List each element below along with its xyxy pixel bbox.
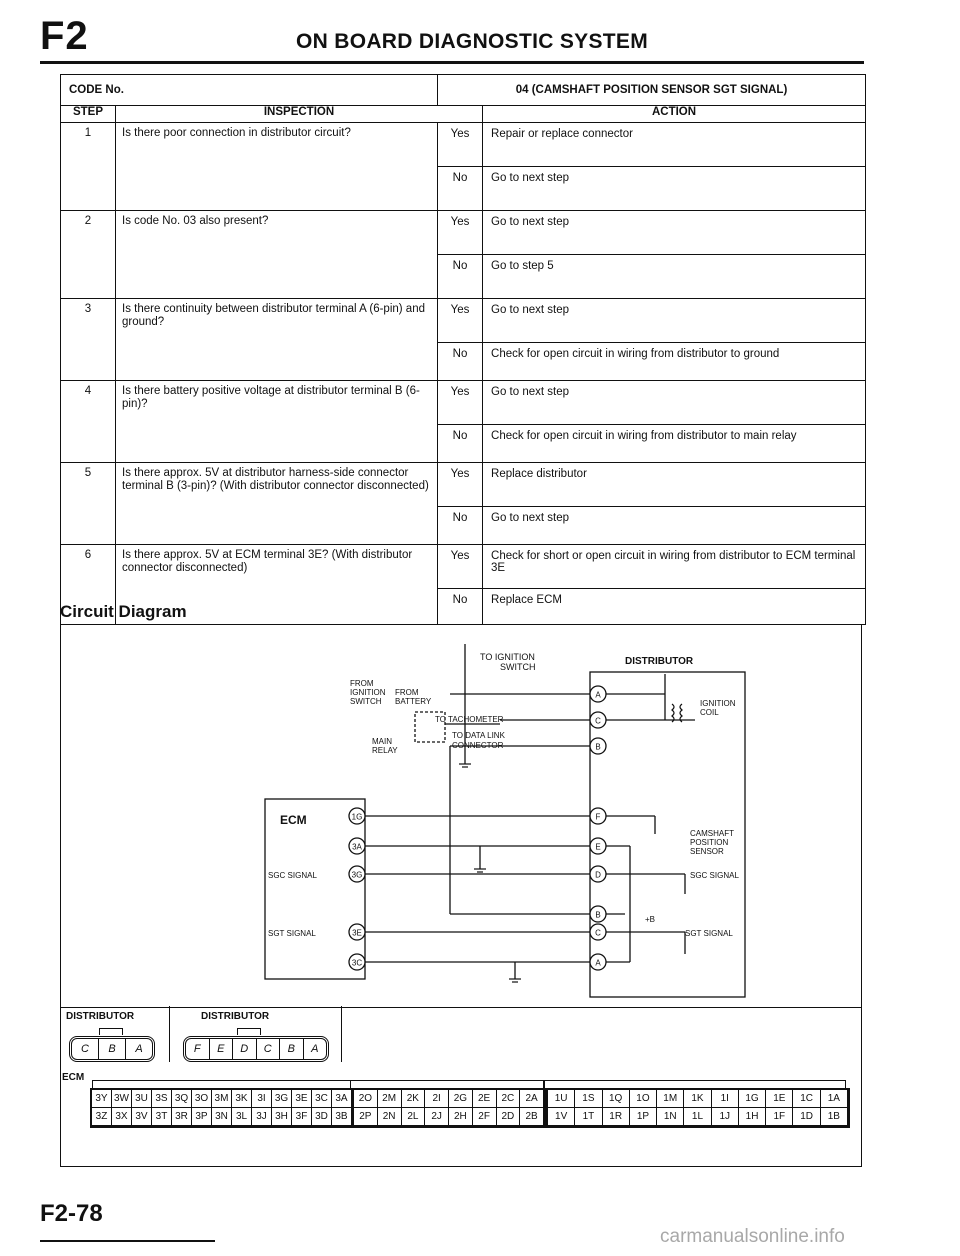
no-cell: No bbox=[438, 425, 483, 463]
circuit-heading: Circuit Diagram bbox=[60, 602, 187, 621]
step-row bbox=[61, 299, 866, 343]
dist6-connector-box bbox=[171, 1006, 342, 1062]
step-row bbox=[61, 545, 866, 589]
ecm-pin: 1U bbox=[548, 1090, 575, 1108]
yes-cell: Yes bbox=[438, 299, 483, 343]
ecm-pin: 3L bbox=[232, 1108, 252, 1126]
yes-action: Go to next step bbox=[483, 211, 866, 255]
connector-pin: B bbox=[99, 1039, 126, 1059]
ecm-pin: 1N bbox=[657, 1108, 684, 1126]
ecm-pin: 3R bbox=[172, 1108, 192, 1126]
yes-cell: Yes bbox=[438, 463, 483, 507]
step-row bbox=[61, 463, 866, 507]
ecm-pin: 2E bbox=[473, 1090, 497, 1108]
no-cell: No bbox=[438, 255, 483, 299]
ecm-pin: 3W bbox=[112, 1090, 132, 1108]
to-ignition-switch-label-2: SWITCH bbox=[500, 662, 536, 672]
ecm-pin: 3E bbox=[292, 1090, 312, 1108]
ecm-pin: 3K bbox=[232, 1090, 252, 1108]
ecm-terminal: 3E bbox=[352, 928, 362, 938]
steps-body bbox=[61, 123, 866, 625]
distributor-terminal: A bbox=[595, 690, 601, 700]
main-relay-label-2: RELAY bbox=[372, 746, 398, 755]
ecm-block-3 bbox=[90, 1088, 354, 1128]
step-row bbox=[61, 123, 866, 167]
no-cell: No bbox=[438, 589, 483, 625]
distributor-terminal-group bbox=[590, 686, 606, 970]
connector-pin: B bbox=[280, 1039, 304, 1059]
distributor-terminal: C bbox=[595, 716, 601, 726]
ecm-pin: 3A bbox=[332, 1090, 352, 1108]
step-number: 4 bbox=[61, 381, 116, 463]
ignition-coil-label-2: COIL bbox=[700, 708, 719, 717]
diagnostic-table bbox=[60, 74, 866, 625]
ecm-pin: 2N bbox=[378, 1108, 402, 1126]
ecm-pin: 3D bbox=[312, 1108, 332, 1126]
distributor-terminal: B bbox=[595, 910, 601, 920]
from-ignition-label-1: FROM bbox=[350, 679, 374, 688]
ecm-pin: 2K bbox=[402, 1090, 426, 1108]
from-battery-label-2: BATTERY bbox=[395, 697, 432, 706]
ecm-pin: 2P bbox=[354, 1108, 378, 1126]
step-number: 2 bbox=[61, 211, 116, 299]
no-cell: No bbox=[438, 167, 483, 211]
inspection-text: Is there continuity between distributor terminal A (6-pin) and ground? bbox=[116, 299, 438, 381]
to-data-link-label-2: CONNECTOR bbox=[452, 741, 504, 750]
distributor-terminal: F bbox=[595, 812, 601, 822]
ecm-pin: 1D bbox=[793, 1108, 820, 1126]
dist3-connector-box bbox=[61, 1006, 170, 1062]
to-tachometer-label: TO TACHOMETER bbox=[435, 715, 504, 724]
section-code: F2 bbox=[40, 14, 89, 58]
distributor-label: DISTRIBUTOR bbox=[625, 656, 694, 667]
step-number: 6 bbox=[61, 545, 116, 625]
yes-cell: Yes bbox=[438, 381, 483, 425]
ecm-pin: 1G bbox=[739, 1090, 766, 1108]
connector-pin: C bbox=[257, 1039, 281, 1059]
page-title: ON BOARD DIAGNOSTIC SYSTEM bbox=[296, 30, 648, 53]
action-header: ACTION bbox=[483, 106, 866, 123]
ecm-pin: 3C bbox=[312, 1090, 332, 1108]
yes-action: Repair or replace connector bbox=[483, 123, 866, 167]
connector-pin: A bbox=[311, 1043, 319, 1055]
no-action: Go to next step bbox=[483, 507, 866, 545]
dist6-latch bbox=[237, 1028, 261, 1035]
watermark: carmanualsonline.info bbox=[660, 1226, 845, 1247]
ecm-pin: 2H bbox=[449, 1108, 473, 1126]
ecm-pin: 3X bbox=[112, 1108, 132, 1126]
camshaft-sensor-label-1: CAMSHAFT bbox=[690, 829, 734, 838]
step-number: 5 bbox=[61, 463, 116, 545]
ecm-pin: 1L bbox=[684, 1108, 711, 1126]
ecm-pin: 1A bbox=[821, 1090, 848, 1108]
header-rule bbox=[40, 61, 864, 64]
ecm-pin: 3H bbox=[272, 1108, 292, 1126]
ecm-pin: 2O bbox=[354, 1090, 378, 1108]
ecm-terminal-group bbox=[349, 808, 365, 970]
ecm-pin: 2A bbox=[520, 1090, 544, 1108]
ecm-pin: 1T bbox=[575, 1108, 602, 1126]
ecm-pin: 1P bbox=[630, 1108, 657, 1126]
footer-rule bbox=[40, 1240, 215, 1242]
camshaft-sensor-label-2: POSITION bbox=[690, 838, 729, 847]
ecm-pin: 3Q bbox=[172, 1090, 192, 1108]
ecm-pin: 1Q bbox=[603, 1090, 630, 1108]
yes-action: Go to next step bbox=[483, 381, 866, 425]
dist3-connector bbox=[69, 1036, 155, 1062]
yes-action: Replace distributor bbox=[483, 463, 866, 507]
distributor-terminal: D bbox=[595, 870, 601, 880]
ecm-pin: 2C bbox=[497, 1090, 521, 1108]
ecm-pin: 1B bbox=[821, 1108, 848, 1126]
distributor-terminal: C bbox=[595, 928, 601, 938]
connector-pin: C bbox=[72, 1039, 99, 1059]
from-battery-label-1: FROM bbox=[395, 688, 419, 697]
step-row bbox=[61, 381, 866, 425]
ecm-pin: 2M bbox=[378, 1090, 402, 1108]
coil-primary bbox=[672, 704, 674, 722]
ecm-pin: 3O bbox=[192, 1090, 212, 1108]
ecm-pin: 3U bbox=[132, 1090, 152, 1108]
ecm-pin: 2G bbox=[449, 1090, 473, 1108]
ecm-pin: 2I bbox=[425, 1090, 449, 1108]
from-ignition-label-3: SWITCH bbox=[350, 697, 382, 706]
ecm-pin: 1V bbox=[548, 1108, 575, 1126]
distributor-terminal: E bbox=[595, 842, 601, 852]
inspection-text: Is code No. 03 also present? bbox=[116, 211, 438, 299]
ignition-coil-label-1: IGNITION bbox=[700, 699, 736, 708]
ecm-connector-label: ECM bbox=[62, 1072, 85, 1083]
ecm-label: ECM bbox=[280, 813, 307, 827]
plus-b-label: +B bbox=[645, 915, 656, 924]
ecm-pin: 3B bbox=[332, 1108, 352, 1126]
no-cell: No bbox=[438, 343, 483, 381]
dist6-connector bbox=[183, 1036, 329, 1062]
ecm-pin: 3Z bbox=[92, 1108, 112, 1126]
code-row bbox=[61, 75, 866, 106]
ecm-pin: 1R bbox=[603, 1108, 630, 1126]
sgt-sensor-label: SGT SIGNAL bbox=[685, 929, 733, 938]
ecm-pin: 1E bbox=[766, 1090, 793, 1108]
column-header-row bbox=[61, 106, 866, 123]
ecm-pin: 3M bbox=[212, 1090, 232, 1108]
sgt-signal-label: SGT SIGNAL bbox=[268, 929, 316, 938]
step-number: 3 bbox=[61, 299, 116, 381]
coil-secondary bbox=[680, 704, 682, 722]
connector-pin: E bbox=[210, 1039, 234, 1059]
ecm-pin: 1S bbox=[575, 1090, 602, 1108]
no-action: Check for open circuit in wiring from distributor to ground bbox=[483, 343, 866, 381]
step-number: 1 bbox=[61, 123, 116, 211]
inspection-text: Is there approx. 5V at distributor harness-side connector terminal B (3-pin)? (With distributor connector disconnected) bbox=[116, 463, 438, 545]
ecm-pin: 1O bbox=[630, 1090, 657, 1108]
yes-action: Go to next step bbox=[483, 299, 866, 343]
no-action: Go to next step bbox=[483, 167, 866, 211]
inspection-text: Is there battery positive voltage at distributor terminal B (6-pin)? bbox=[116, 381, 438, 463]
ecm-pin: 3N bbox=[212, 1108, 232, 1126]
code-cell bbox=[61, 75, 438, 106]
inspection-header: INSPECTION bbox=[116, 106, 483, 123]
ecm-pin: 1C bbox=[793, 1090, 820, 1108]
connector-pin: D bbox=[233, 1039, 257, 1059]
ecm-pin: 3S bbox=[152, 1090, 172, 1108]
ecm-pin: 3F bbox=[292, 1108, 312, 1126]
sgc-sensor-label: SGC SIGNAL bbox=[690, 871, 739, 880]
ecm-pin: 2F bbox=[473, 1108, 497, 1126]
code-value: 04 (CAMSHAFT POSITION SENSOR SGT SIGNAL) bbox=[438, 75, 866, 106]
yes-cell: Yes bbox=[438, 545, 483, 589]
no-cell: No bbox=[438, 507, 483, 545]
ecm-pin: 1F bbox=[766, 1108, 793, 1126]
to-ignition-switch-label-1: TO IGNITION bbox=[480, 652, 535, 662]
no-action: Replace ECM bbox=[483, 589, 866, 625]
step-row bbox=[61, 211, 866, 255]
from-ignition-label-2: IGNITION bbox=[350, 688, 386, 697]
to-data-link-label-1: TO DATA LINK bbox=[452, 731, 505, 740]
ecm-terminal: 3G bbox=[351, 870, 363, 880]
ecm-pin: 2L bbox=[402, 1108, 426, 1126]
connector-pin: F bbox=[186, 1039, 210, 1059]
yes-cell: Yes bbox=[438, 211, 483, 255]
ecm-pin: 3P bbox=[192, 1108, 212, 1126]
yes-cell: Yes bbox=[438, 123, 483, 167]
ecm-terminal: 3A bbox=[352, 842, 362, 852]
step-header: STEP bbox=[61, 106, 116, 123]
ecm-pin: 3G bbox=[272, 1090, 292, 1108]
ecm-block-1 bbox=[546, 1088, 850, 1128]
ecm-pin: 1M bbox=[657, 1090, 684, 1108]
page-number: F2-78 bbox=[40, 1200, 103, 1227]
main-relay-label-1: MAIN bbox=[372, 737, 392, 746]
no-action: Go to step 5 bbox=[483, 255, 866, 299]
no-action: Check for open circuit in wiring from distributor to main relay bbox=[483, 425, 866, 463]
yes-action: Check for short or open circuit in wiring from distributor to ECM terminal 3E bbox=[483, 545, 866, 589]
circuit-diagram bbox=[60, 624, 860, 1006]
ecm-pin: 3J bbox=[252, 1108, 272, 1126]
ecm-pin: 3Y bbox=[92, 1090, 112, 1108]
connector-pin: A bbox=[135, 1043, 143, 1055]
dist6-title: DISTRIBUTOR bbox=[201, 1011, 270, 1022]
dist3-title: DISTRIBUTOR bbox=[66, 1011, 135, 1022]
dist3-latch bbox=[99, 1028, 123, 1035]
ecm-pin: 2B bbox=[520, 1108, 544, 1126]
ecm-pin: 3I bbox=[252, 1090, 272, 1108]
ecm-pin: 1K bbox=[684, 1090, 711, 1108]
ecm-pin: 1J bbox=[712, 1108, 739, 1126]
distributor-terminal: A bbox=[595, 958, 601, 968]
ecm-block-2 bbox=[352, 1088, 546, 1128]
sgc-signal-label: SGC SIGNAL bbox=[268, 871, 317, 880]
ecm-pin: 2D bbox=[497, 1108, 521, 1126]
inspection-text: Is there poor connection in distributor circuit? bbox=[116, 123, 438, 211]
code-label: CODE No. bbox=[69, 84, 124, 96]
inspection-text: Is there approx. 5V at ECM terminal 3E? (With distributor connector disconnected) bbox=[116, 545, 438, 625]
ecm-terminal: 3C bbox=[351, 958, 363, 968]
ecm-pin: 1I bbox=[712, 1090, 739, 1108]
distributor-terminal: B bbox=[595, 742, 601, 752]
ecm-pin: 3T bbox=[152, 1108, 172, 1126]
ecm-pin: 2J bbox=[425, 1108, 449, 1126]
camshaft-sensor-label-3: SENSOR bbox=[690, 847, 724, 856]
ecm-pin: 3V bbox=[132, 1108, 152, 1126]
ecm-terminal: 1G bbox=[351, 812, 363, 822]
ecm-pin: 1H bbox=[739, 1108, 766, 1126]
